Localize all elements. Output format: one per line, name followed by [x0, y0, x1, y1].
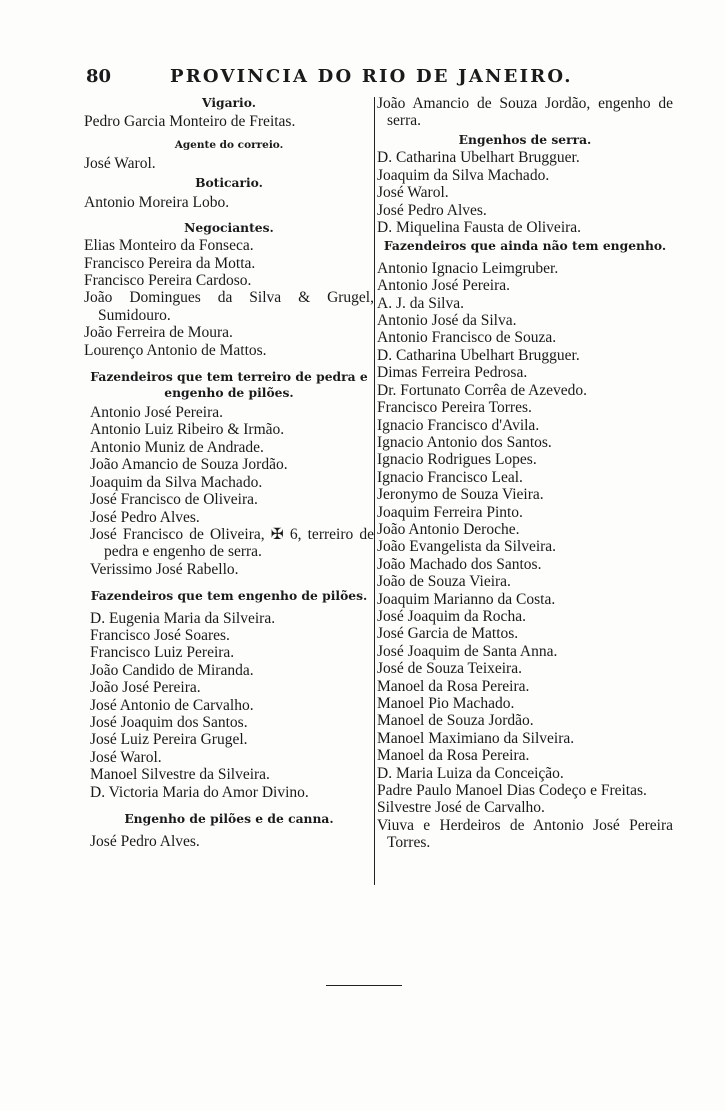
terreiro-list: [90, 404, 374, 578]
list-item: Padre Paulo Manoel Dias Codeço e Freitas.: [377, 782, 647, 800]
list-item: Dr. Fortunato Corrêa de Azevedo.: [377, 381, 588, 399]
piloes-list: [90, 610, 374, 801]
list-item: Elias Monteiro da Fonseca.: [84, 237, 254, 255]
list-item: Joaquim Marianno da Costa.: [377, 590, 556, 608]
list-item: Joaquim Ferreira Pinto.: [377, 503, 523, 521]
list-item: João José Pereira.: [90, 679, 201, 697]
section-heading-serra: Engenhos de serra.: [458, 131, 592, 147]
section-heading-sem-engenho: Fazendeiros que ainda não tem engenho.: [383, 238, 667, 254]
list-item: Joaquim da Silva Machado.: [377, 166, 550, 184]
list-item: João Machado dos Santos.: [377, 555, 542, 573]
list-item: Dimas Ferreira Pedrosa.: [377, 364, 528, 382]
list-item: D. Miquelina Fausta de Oliveira.: [377, 218, 582, 236]
column-divider: [374, 97, 375, 885]
page-header: [86, 66, 573, 90]
list-item: Ignacio Francisco d'Avila.: [377, 416, 540, 434]
list-item: Antonio Muniz de Andrade.: [90, 438, 264, 456]
list-item: Antonio Francisco de Souza.: [377, 329, 557, 347]
list-item: Antonio José Pereira.: [90, 404, 224, 422]
list-item: Ignacio Antonio dos Santos.: [377, 433, 552, 451]
list-item: Verissimo José Rabello.: [90, 560, 239, 578]
list-item: D. Eugenia Maria da Silveira.: [90, 609, 276, 627]
list-item: José Warol.: [377, 184, 449, 202]
list-item: Manoel da Rosa Pereira.: [377, 747, 530, 765]
list-item: José Pedro Alves.: [90, 508, 200, 526]
list-item: José Joaquim da Rocha.: [377, 607, 526, 625]
section-heading-piloes: Fazendeiros que tem engenho de pilões.: [90, 588, 368, 604]
section-heading-correio: Agente do correio.: [174, 138, 284, 151]
list-item: João Amancio de Souza Jordão, engenho de serra.: [377, 95, 673, 130]
list-item: João Antonio Deroche.: [377, 520, 520, 538]
list-item: Francisco Pereira Cardoso.: [84, 272, 252, 290]
left-column: [84, 95, 374, 850]
list-item: Manoel da Rosa Pereira.: [377, 677, 530, 695]
list-item: Antonio José Pereira.: [377, 277, 511, 295]
serra-list: [377, 149, 673, 236]
list-item: D. Catharina Ubelhart Brugguer.: [377, 346, 580, 364]
list-item: José Joaquim de Santa Anna.: [377, 642, 558, 660]
running-title: PROVINCIA DO RIO DE JANEIRO.: [170, 66, 573, 87]
list-item: José Garcia de Mattos.: [377, 625, 519, 643]
list-item: José Pedro Alves.: [377, 201, 487, 219]
list-item: Francisco José Soares.: [90, 627, 230, 645]
list-item: D. Catharina Ubelhart Brugguer.: [377, 149, 580, 167]
negociantes-list: [84, 237, 374, 359]
list-item: José Luiz Pereira Grugel.: [90, 731, 248, 749]
list-item: Manoel Pio Machado.: [377, 695, 515, 712]
list-item: João Domingues da Silva & Grugel, Sumidouro.: [84, 289, 374, 324]
section-heading-boticario: Boticario.: [195, 174, 263, 190]
list-item: João Amancio de Souza Jordão.: [90, 456, 288, 474]
list-item: Antonio Luiz Ribeiro & Irmão.: [90, 421, 285, 439]
list-item: Joaquim da Silva Machado.: [90, 473, 263, 491]
list-item: D. Maria Luiza da Conceição.: [377, 764, 564, 782]
right-column: [377, 95, 673, 852]
list-item: Antonio Ignacio Leimgruber.: [377, 259, 559, 277]
list-item: Manoel Silvestre da Silveira.: [90, 766, 270, 784]
list-item: Manoel Maximiano da Silveira.: [377, 729, 575, 747]
list-item: Viuva e Herdeiros de Antonio José Pereira Torres.: [377, 816, 673, 852]
list-item: Antonio Moreira Lobo.: [84, 194, 230, 212]
list-item: José Joaquim dos Santos.: [90, 714, 248, 732]
list-item: Manoel de Souza Jordão.: [377, 712, 534, 730]
list-item: José Warol.: [90, 748, 162, 766]
section-heading-terreiro: Fazendeiros que tem terreiro de pedra e engenho de pilões.: [90, 369, 368, 400]
list-item: Lourenço Antonio de Mattos.: [84, 341, 267, 359]
list-item: João de Souza Vieira.: [377, 573, 511, 591]
list-item: D. Victoria Maria do Amor Divino.: [90, 783, 309, 801]
list-item: José Antonio de Carvalho.: [90, 696, 254, 714]
list-item: João Candido de Miranda.: [90, 661, 254, 679]
sem-engenho-list: [377, 260, 673, 852]
list-item: José de Souza Teixeira.: [377, 660, 522, 678]
list-item: Silvestre José de Carvalho.: [377, 799, 545, 817]
list-item: Jeronymo de Souza Vieira.: [377, 486, 544, 504]
list-item: Ignacio Rodrigues Lopes.: [377, 451, 537, 469]
section-heading-negociantes: Negociantes.: [184, 219, 274, 235]
list-item: José Warol.: [84, 155, 156, 173]
section-heading-canna: Engenho de pilões e de canna.: [124, 811, 334, 827]
list-item: José Pedro Alves.: [90, 832, 200, 850]
list-item: João Evangelista da Silveira.: [377, 538, 557, 556]
list-item: José Francisco de Oliveira.: [90, 491, 258, 509]
list-item: Francisco Pereira da Motta.: [84, 254, 256, 272]
list-item: Pedro Garcia Monteiro de Freitas.: [84, 112, 296, 130]
section-heading-vigario: Vigario.: [202, 95, 256, 110]
page-number: 80: [86, 66, 112, 87]
list-item: Antonio José da Silva.: [377, 312, 517, 330]
list-item: A. J. da Silva.: [377, 294, 464, 312]
list-item: Francisco Luiz Pereira.: [90, 644, 235, 662]
list-item: João Ferreira de Moura.: [84, 324, 233, 342]
list-item: José Francisco de Oliveira, ✠ 6, terreiro de pedra e engenho de serra.: [90, 525, 374, 561]
end-rule: [326, 985, 402, 986]
list-item: Francisco Pereira Torres.: [377, 399, 532, 417]
list-item: Ignacio Francisco Leal.: [377, 468, 523, 486]
